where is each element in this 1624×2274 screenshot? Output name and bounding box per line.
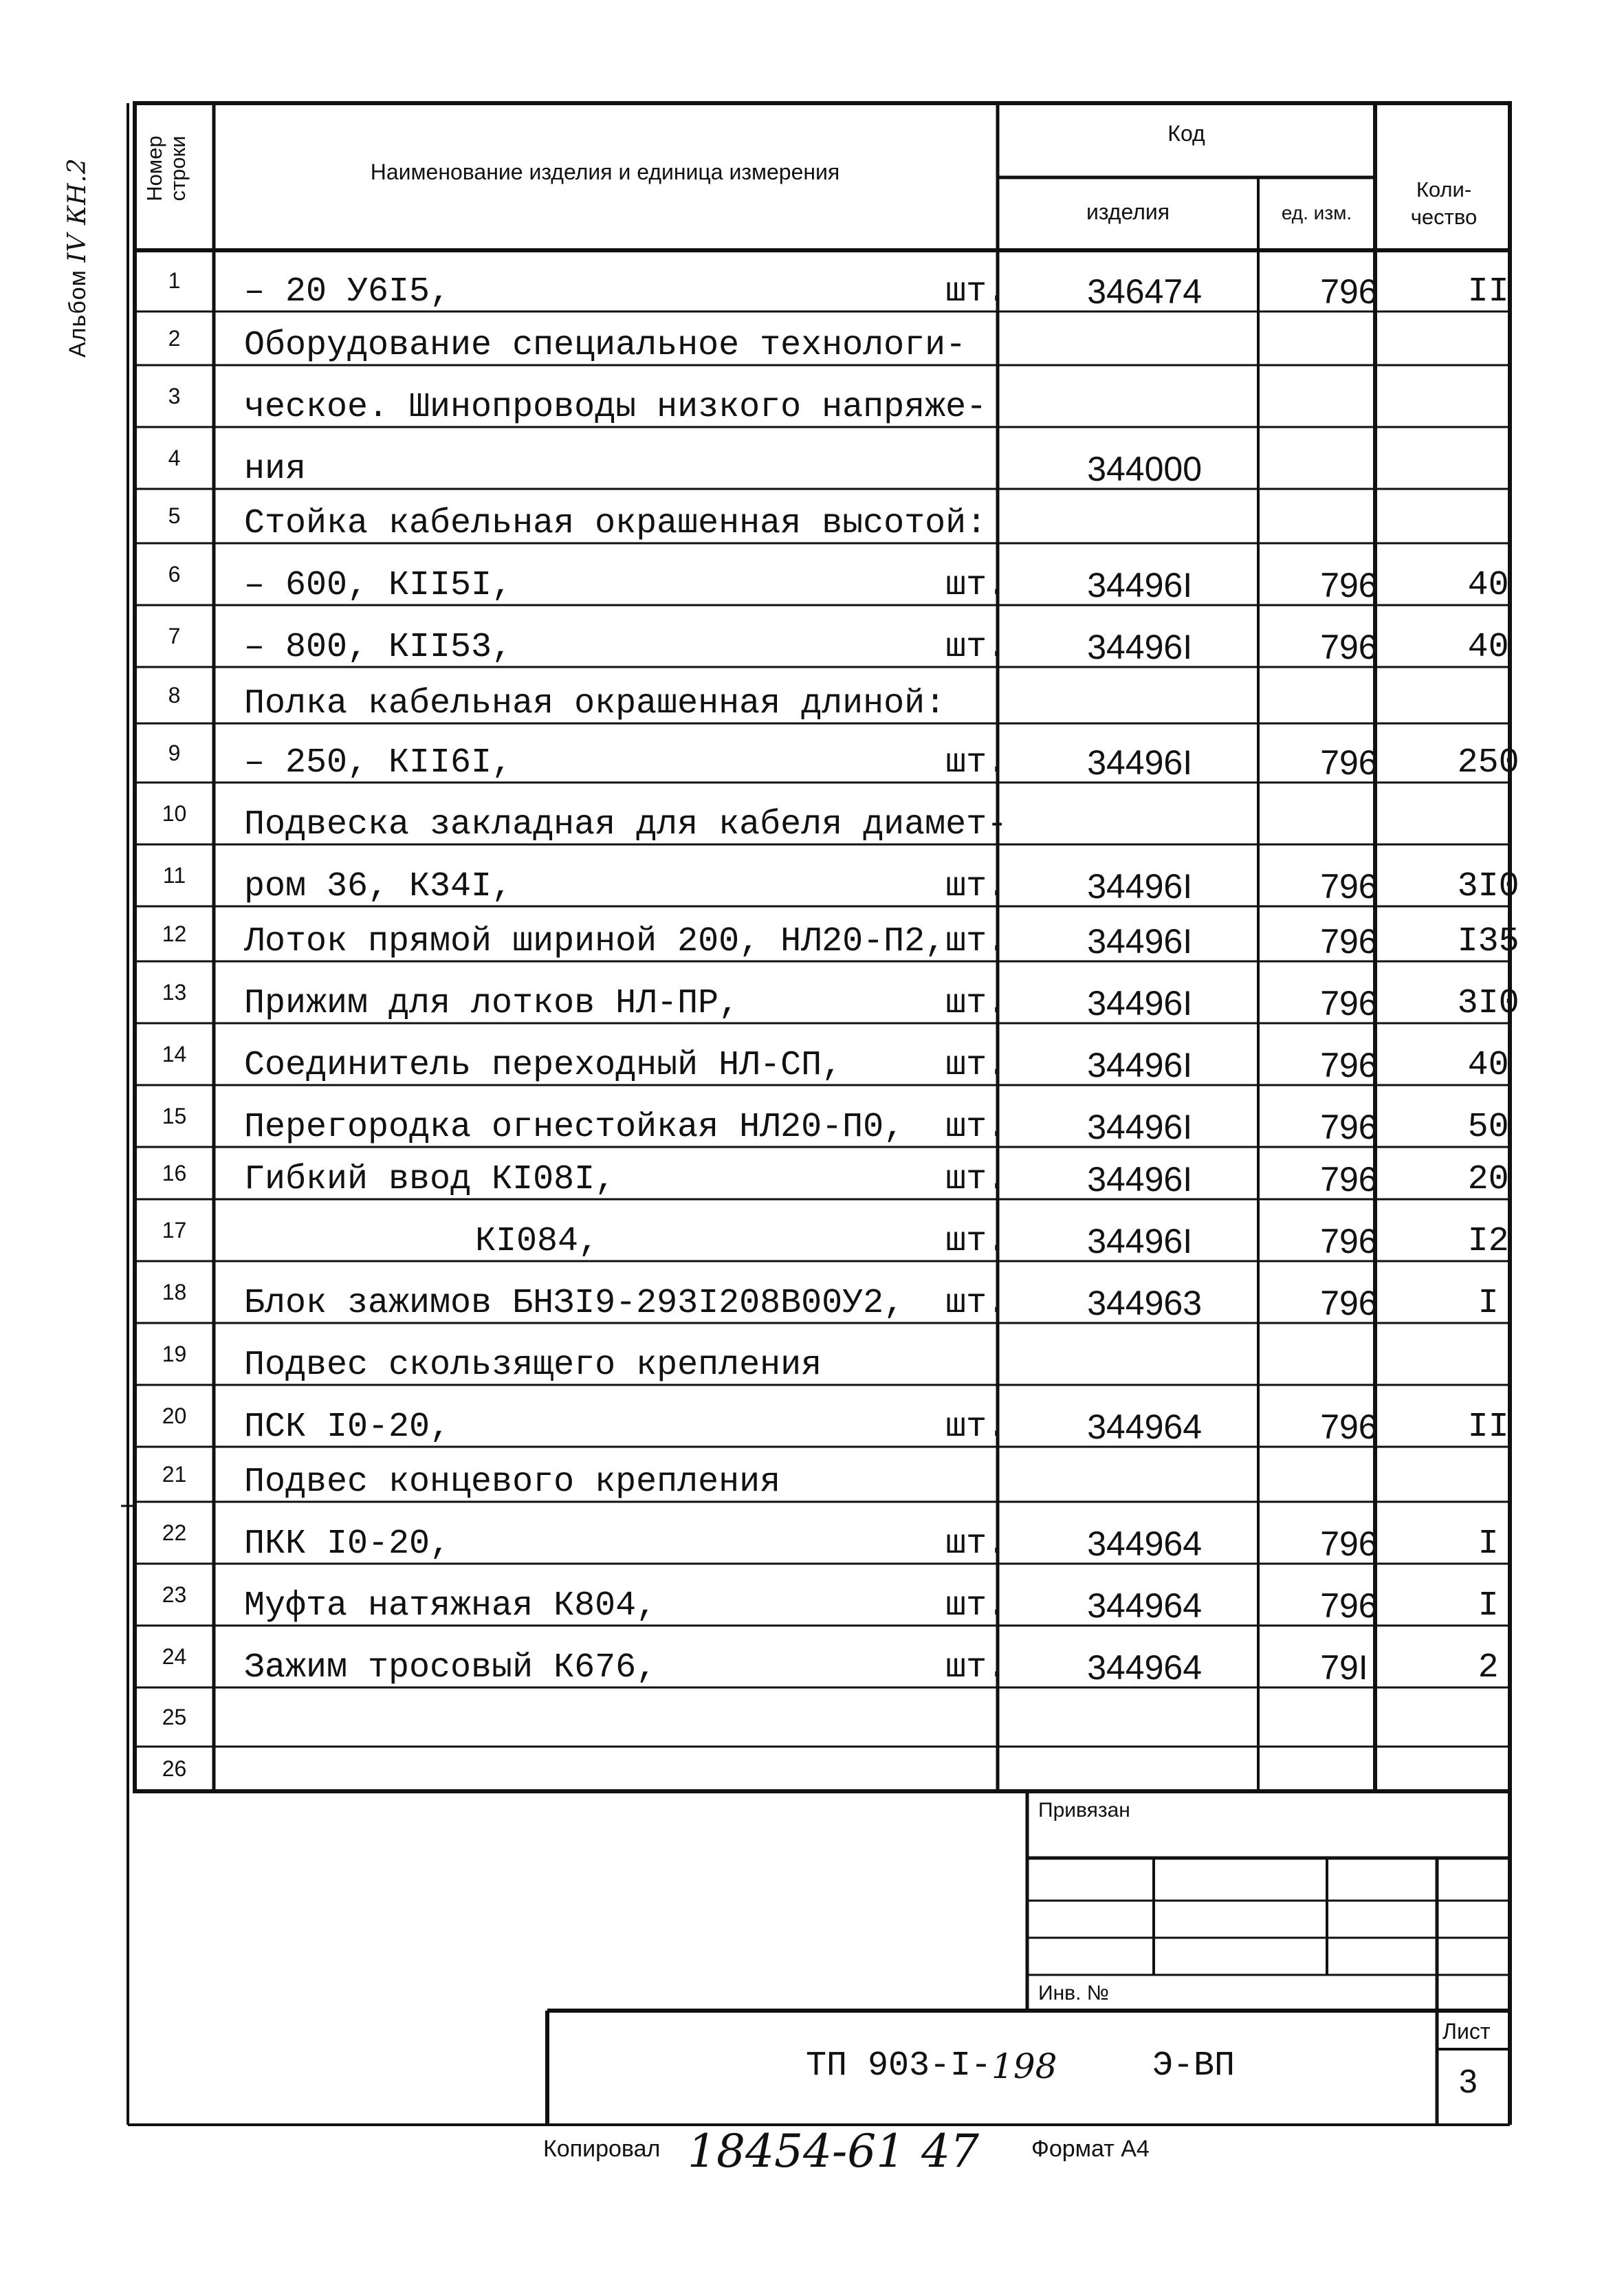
unit-code <box>1305 783 1420 844</box>
item-code: 344964 <box>1087 1648 1203 1687</box>
item-unit: шт. <box>945 1284 1008 1323</box>
item-name: ПСК I0-20, <box>244 1408 451 1447</box>
row-number: 17 <box>162 1217 187 1243</box>
header-row-number: Номер строки <box>142 135 190 201</box>
item-name-cell <box>214 1385 1044 1447</box>
item-name: Соединитель переходный НЛ-СП, <box>244 1046 843 1085</box>
item-name-cell <box>214 1261 1044 1323</box>
quantity: I <box>1478 1586 1499 1626</box>
table-row <box>135 1199 1557 1261</box>
table-row <box>135 1747 1557 1791</box>
row-number: 14 <box>162 1041 187 1067</box>
quantity: 40 <box>1467 566 1509 605</box>
row-number: 25 <box>162 1704 187 1729</box>
item-code: 34496I <box>1087 743 1193 782</box>
row-number: 23 <box>162 1582 187 1607</box>
unit-code <box>1305 365 1420 427</box>
item-code: 34496I <box>1087 566 1193 604</box>
unit-code <box>1305 1447 1420 1502</box>
item-name-cell <box>214 1199 1044 1261</box>
row-number: 18 <box>162 1279 187 1304</box>
row-number: 16 <box>162 1160 187 1185</box>
row-number: 10 <box>162 800 187 826</box>
item-name: ния <box>244 450 307 489</box>
quantity: 3I0 <box>1457 984 1519 1023</box>
item-code: 34496I <box>1087 1222 1193 1260</box>
row-number: 24 <box>162 1643 187 1669</box>
table-row <box>135 1502 1557 1564</box>
item-code: 344964 <box>1087 1408 1203 1446</box>
quantity <box>1420 365 1557 427</box>
table-row <box>135 906 1557 961</box>
item-name-cell <box>214 1447 1044 1502</box>
document-code-handwritten: 198 <box>991 2046 1057 2086</box>
item-name: ПКК I0-20, <box>244 1524 451 1564</box>
item-name-cell <box>214 1085 1044 1147</box>
table-row <box>135 844 1557 906</box>
table-row <box>135 667 1557 723</box>
item-unit: шт. <box>945 1108 1008 1147</box>
header-quantity: Коли- чество <box>1410 177 1478 229</box>
quantity: 40 <box>1467 1046 1509 1085</box>
item-code: 34496I <box>1087 1046 1193 1084</box>
bound-label: Привязан <box>1038 1799 1130 1822</box>
quantity <box>1420 783 1557 844</box>
row-number: 1 <box>168 268 181 293</box>
album-handwritten-number: IV КН.2 <box>63 157 91 263</box>
item-name-cell <box>214 667 1044 723</box>
row-number: 8 <box>168 682 181 708</box>
item-code: 344000 <box>1087 450 1203 488</box>
unit-code: 796 <box>1320 566 1378 604</box>
item-code <box>1044 311 1305 365</box>
quantity: 3I0 <box>1457 867 1519 906</box>
item-code: 344963 <box>1087 1284 1203 1322</box>
item-unit: шт. <box>945 566 1008 605</box>
table-row <box>135 311 1557 365</box>
item-code <box>1044 489 1305 543</box>
table-row <box>135 1687 1557 1747</box>
item-name: – 250, КII6I, <box>244 743 513 783</box>
row-number: 20 <box>162 1403 187 1428</box>
item-unit: шт. <box>945 743 1008 783</box>
item-unit: шт. <box>945 922 1008 961</box>
item-code <box>1044 1747 1305 1791</box>
item-name-cell <box>214 1023 1044 1085</box>
sheet-label: Лист <box>1442 2019 1491 2044</box>
item-code: 34496I <box>1087 628 1193 666</box>
item-code: 34496I <box>1087 867 1193 906</box>
unit-code: 796 <box>1320 743 1378 782</box>
row-number: 15 <box>162 1103 187 1128</box>
quantity: II <box>1467 272 1509 311</box>
unit-code: 796 <box>1320 1524 1378 1563</box>
item-name-cell <box>214 427 1044 489</box>
row-number: 6 <box>168 561 181 587</box>
quantity <box>1420 311 1557 365</box>
table-row <box>135 1385 1557 1447</box>
item-unit: шт. <box>945 1586 1008 1626</box>
item-name: Подвес скользящего крепления <box>244 1346 822 1385</box>
table-row <box>135 1323 1557 1385</box>
copied-handwritten-number-2: 47 <box>921 2125 979 2178</box>
item-unit: шт. <box>945 867 1008 906</box>
quantity: 2 <box>1478 1648 1499 1687</box>
unit-code: 796 <box>1320 1408 1378 1446</box>
unit-code <box>1305 1323 1420 1385</box>
item-name-cell <box>214 1747 1044 1791</box>
table-row <box>135 1085 1557 1147</box>
unit-code: 79I <box>1320 1648 1368 1687</box>
unit-code <box>1305 667 1420 723</box>
table-row <box>135 1147 1557 1199</box>
quantity: I <box>1478 1524 1499 1564</box>
item-code <box>1044 783 1305 844</box>
header-item-code: изделия <box>1086 199 1170 224</box>
unit-code: 796 <box>1320 1108 1378 1146</box>
item-unit: шт. <box>945 1160 1008 1199</box>
unit-code <box>1305 1687 1420 1747</box>
unit-code: 796 <box>1320 984 1378 1023</box>
item-name: ческое. Шинопроводы низкого напряже- <box>244 388 987 427</box>
header-unit-code: ед. изм. <box>1281 202 1352 223</box>
unit-code <box>1305 1747 1420 1791</box>
row-number: 5 <box>168 503 181 528</box>
row-number: 4 <box>168 445 181 470</box>
table-row <box>135 1261 1557 1323</box>
unit-code: 796 <box>1320 922 1378 961</box>
row-number: 11 <box>162 862 186 888</box>
item-code: 34496I <box>1087 922 1193 961</box>
table-row <box>135 723 1557 783</box>
row-number: 21 <box>162 1461 187 1487</box>
item-name: Зажим тросовый К676, <box>244 1648 657 1687</box>
quantity <box>1420 1687 1557 1747</box>
item-name: – 600, КII5I, <box>244 566 513 605</box>
copied-label: Копировал <box>543 2136 661 2162</box>
item-code: 346474 <box>1087 272 1203 311</box>
item-unit: шт. <box>945 1408 1008 1447</box>
item-name: Подвеска закладная для кабеля диамет- <box>244 805 1008 844</box>
item-name: Прижим для лотков НЛ-ПР, <box>244 984 740 1023</box>
item-name-cell <box>214 961 1044 1023</box>
item-name-cell <box>214 844 1044 906</box>
item-name: Стойка кабельная окрашенная высотой: <box>244 504 987 543</box>
unit-code: 796 <box>1320 1160 1378 1199</box>
quantity <box>1420 1323 1557 1385</box>
format-label: Формат А4 <box>1031 2136 1150 2162</box>
row-number: 26 <box>162 1756 187 1781</box>
document-mark: Э-ВП <box>1152 2046 1236 2086</box>
quantity: 250 <box>1457 743 1519 783</box>
item-name-cell <box>214 783 1044 844</box>
copied-handwritten-number: 18454-61 <box>688 2125 906 2178</box>
item-name-cell <box>214 723 1044 783</box>
table-row <box>135 489 1557 543</box>
items-table <box>135 250 1557 1791</box>
unit-code <box>1305 427 1420 489</box>
quantity <box>1420 667 1557 723</box>
item-unit: шт. <box>945 1222 1008 1261</box>
quantity: 50 <box>1467 1108 1509 1147</box>
item-code: 34496I <box>1087 984 1193 1023</box>
unit-code: 796 <box>1320 1284 1378 1322</box>
item-code: 34496I <box>1087 1108 1193 1146</box>
item-name-cell <box>214 543 1044 605</box>
item-name-cell <box>214 906 1044 961</box>
table-row <box>135 1447 1557 1502</box>
quantity <box>1420 489 1557 543</box>
item-unit: шт. <box>945 1648 1008 1687</box>
item-name: – 800, КII53, <box>244 628 513 667</box>
item-unit: шт. <box>945 1524 1008 1564</box>
unit-code: 796 <box>1320 867 1378 906</box>
sheet-number: 3 <box>1459 2064 1478 2100</box>
item-code <box>1044 365 1305 427</box>
item-code <box>1044 1323 1305 1385</box>
unit-code <box>1305 489 1420 543</box>
unit-code: 796 <box>1320 1222 1378 1260</box>
item-unit: шт. <box>945 984 1008 1023</box>
row-number: 22 <box>162 1520 187 1545</box>
unit-code: 796 <box>1320 628 1378 666</box>
item-name-cell <box>214 1626 1044 1687</box>
item-name-cell <box>214 250 1044 311</box>
row-number: 9 <box>168 740 181 765</box>
table-row <box>135 365 1557 427</box>
item-name-cell <box>214 1564 1044 1626</box>
table-row <box>135 543 1557 605</box>
item-name-cell <box>214 1323 1044 1385</box>
item-name-cell <box>214 1147 1044 1199</box>
item-code: 344964 <box>1087 1586 1203 1625</box>
quantity: I35 <box>1457 922 1519 961</box>
row-number: 7 <box>168 623 181 648</box>
quantity: 40 <box>1467 628 1509 667</box>
item-code: 344964 <box>1087 1524 1203 1563</box>
table-row <box>135 1626 1557 1687</box>
quantity <box>1420 427 1557 489</box>
item-name: КI084, <box>475 1222 600 1261</box>
row-number: 19 <box>162 1341 187 1366</box>
header-item-name: Наименование изделия и единица измерения <box>370 160 840 184</box>
item-unit: шт. <box>945 1046 1008 1085</box>
item-code <box>1044 1687 1305 1747</box>
table-row <box>135 427 1557 489</box>
unit-code: 796 <box>1320 272 1378 311</box>
item-name-cell <box>214 1502 1044 1564</box>
item-name: Гибкий ввод КI08I, <box>244 1160 616 1199</box>
header-code: Код <box>1167 121 1205 146</box>
table-row <box>135 961 1557 1023</box>
table-row <box>135 250 1557 311</box>
item-name: Муфта натяжная К804, <box>244 1586 657 1626</box>
item-name: Полка кабельная окрашенная длиной: <box>244 684 946 723</box>
unit-code: 796 <box>1320 1046 1378 1084</box>
item-name: Оборудование специальное технологи- <box>244 326 967 365</box>
item-name-cell <box>214 1687 1044 1747</box>
item-name-cell <box>214 365 1044 427</box>
row-number: 3 <box>168 383 181 408</box>
quantity <box>1420 1447 1557 1502</box>
item-code: 34496I <box>1087 1160 1193 1199</box>
quantity <box>1420 1747 1557 1791</box>
item-name-cell <box>214 605 1044 667</box>
item-name: Подвес концевого крепления <box>244 1463 781 1502</box>
item-name: – 20 У6I5, <box>244 272 451 311</box>
inventory-number-label: Инв. № <box>1038 1982 1109 2004</box>
document-code: ТП 903-I- 198 <box>806 2046 1057 2086</box>
quantity: II <box>1467 1408 1509 1447</box>
item-name: ром 36, К34I, <box>244 867 513 906</box>
table-row <box>135 783 1557 844</box>
item-unit: шт. <box>945 628 1008 667</box>
item-name: Перегородка огнестойкая НЛ20-П0, <box>244 1108 905 1147</box>
quantity: I2 <box>1467 1222 1509 1261</box>
table-row <box>135 605 1557 667</box>
item-name-cell <box>214 489 1044 543</box>
item-unit: шт. <box>945 272 1008 311</box>
row-number: 12 <box>162 921 187 946</box>
table-row <box>135 1023 1557 1085</box>
album-margin-label: Альбом IV КН.2 <box>63 157 91 358</box>
table-row <box>135 1564 1557 1626</box>
unit-code <box>1305 311 1420 365</box>
unit-code: 796 <box>1320 1586 1378 1625</box>
quantity: I <box>1478 1284 1499 1323</box>
item-name-cell <box>214 311 1044 365</box>
item-code <box>1044 667 1305 723</box>
item-name: Лоток прямой шириной 200, НЛ20-П2, <box>244 922 946 961</box>
quantity: 20 <box>1467 1160 1509 1199</box>
item-name: Блок зажимов БНЗI9-293I208В00У2, <box>244 1284 905 1323</box>
row-number: 2 <box>168 325 181 351</box>
item-code <box>1044 1447 1305 1502</box>
row-number: 13 <box>162 979 187 1005</box>
